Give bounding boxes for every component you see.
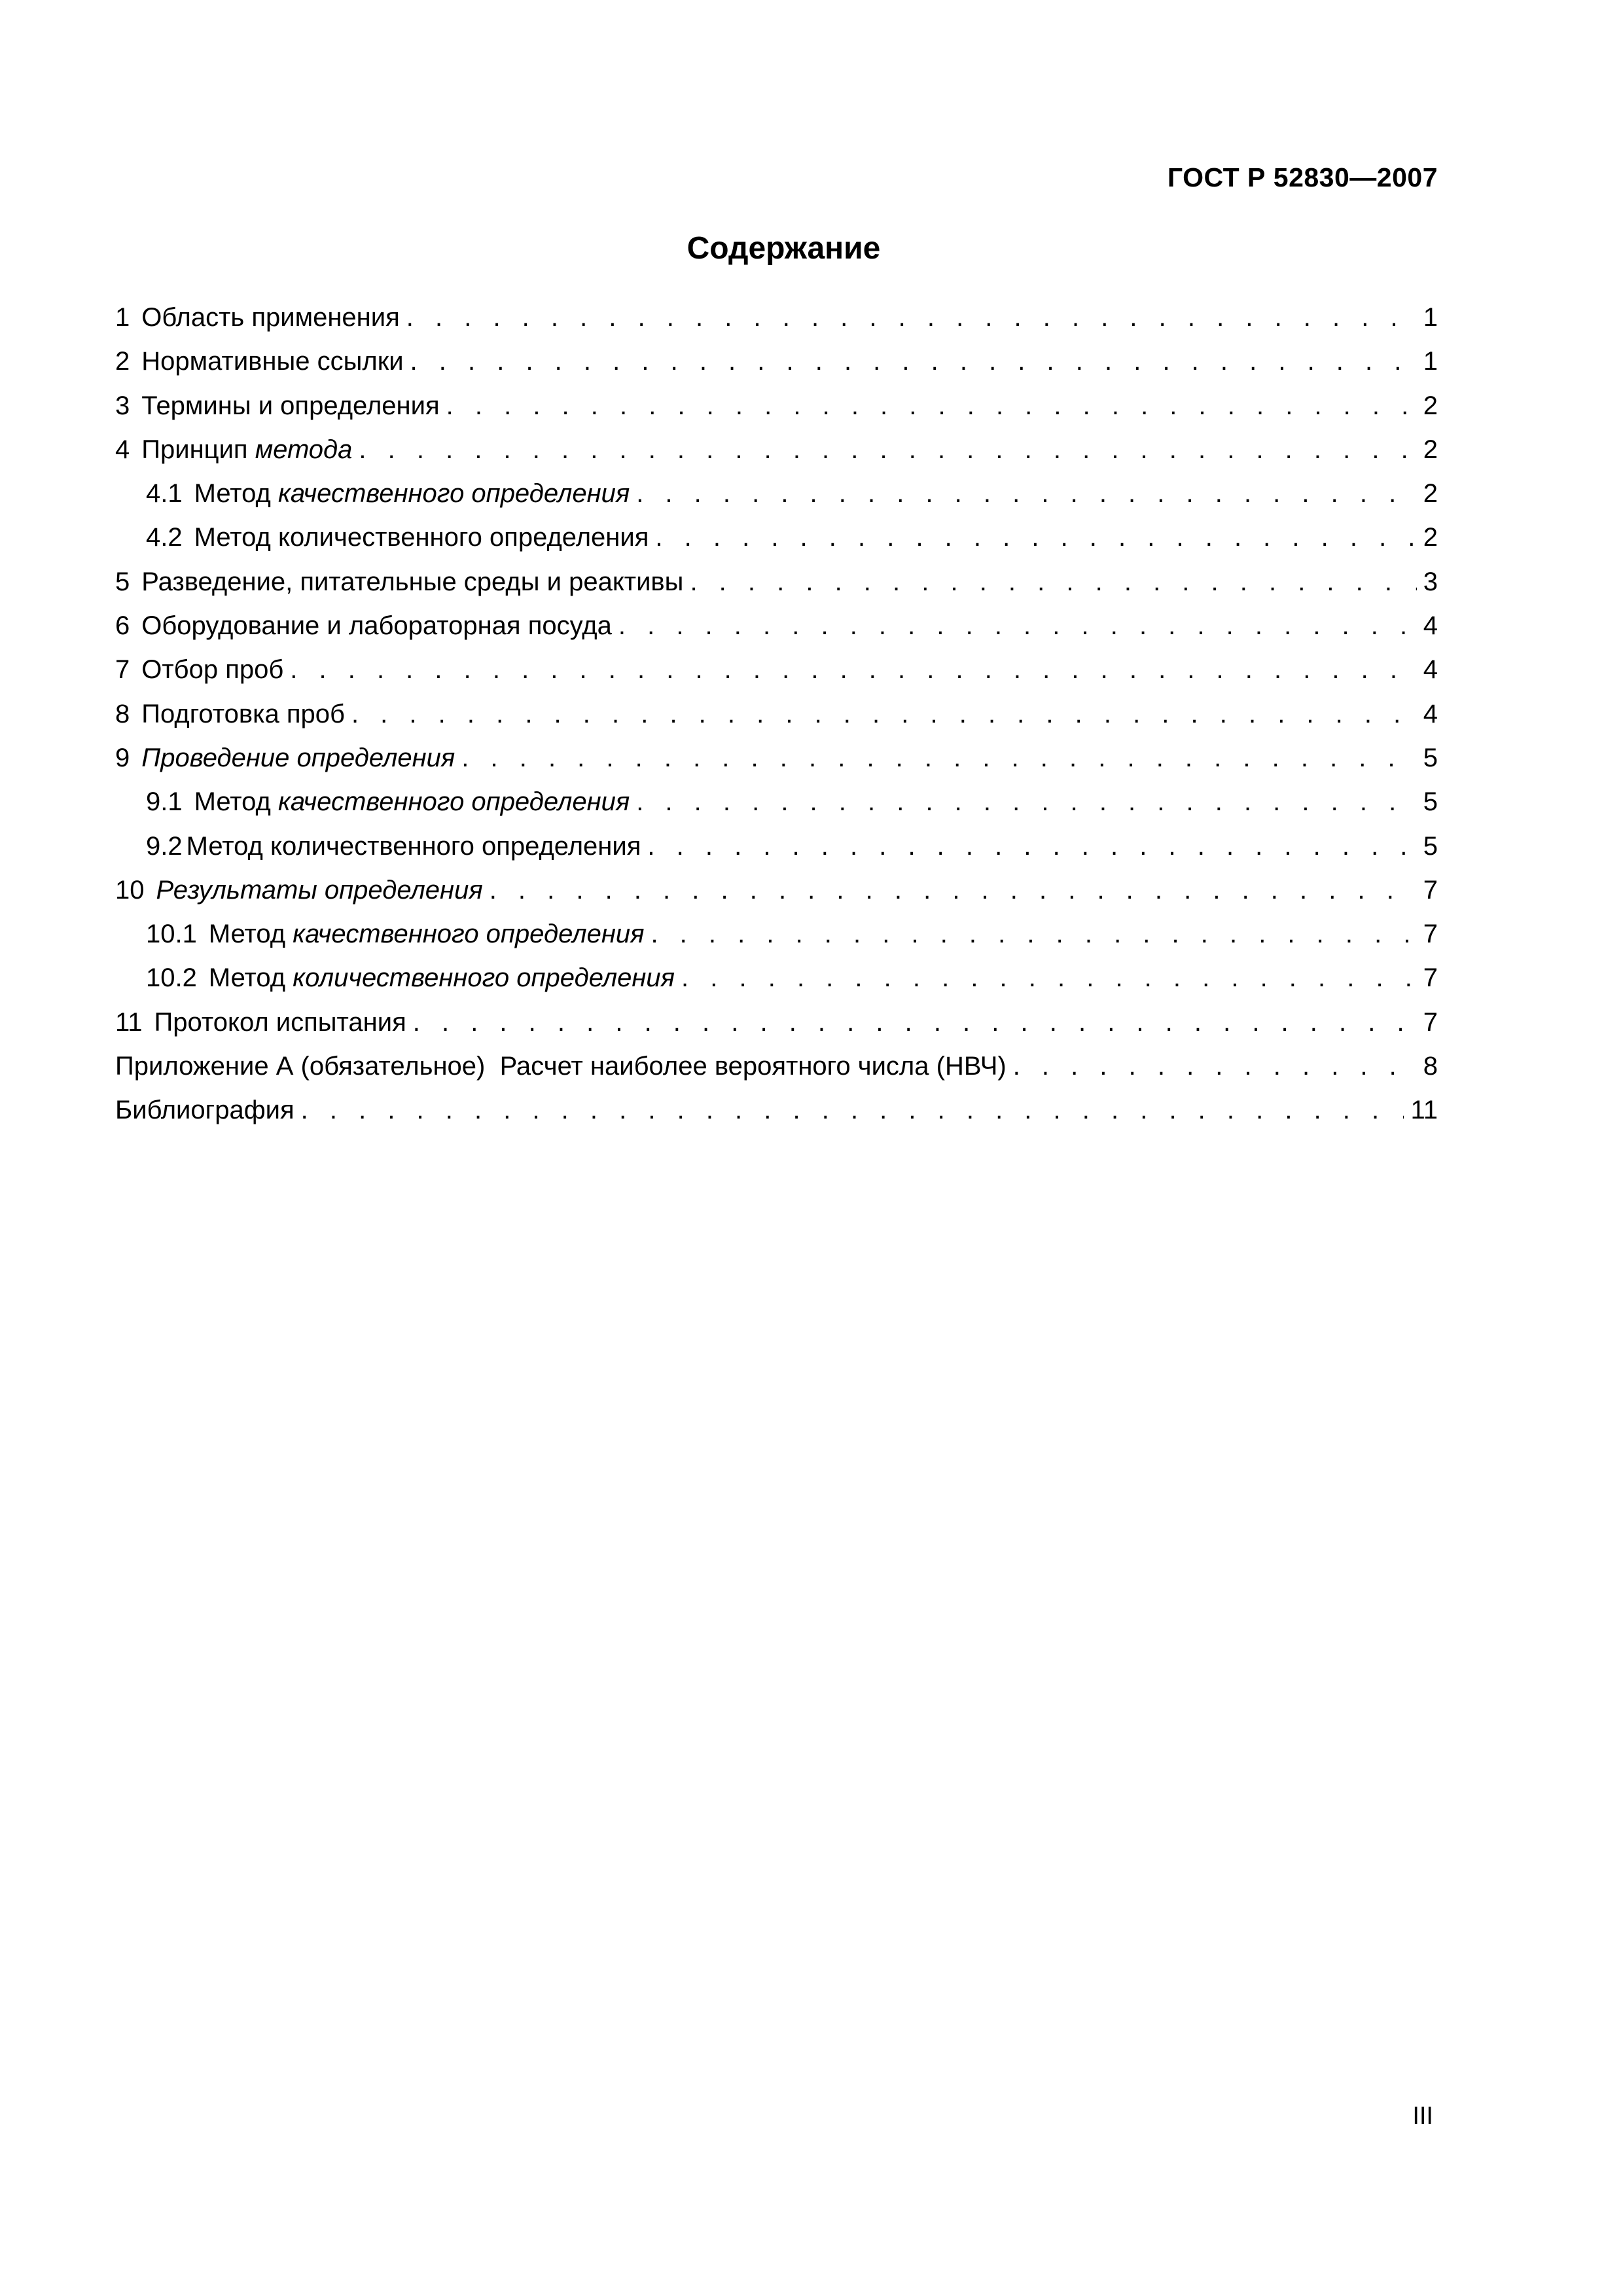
toc-entry-label-part: Метод количественного определения [194, 523, 649, 552]
toc-entry-label [141, 303, 400, 332]
toc-entry-label-part: Оборудование и лабораторная посуда [141, 611, 612, 641]
standard-code: ГОСТ Р 52830—2007 [1167, 162, 1438, 192]
table-of-contents [115, 296, 1438, 1133]
toc-entry-label-part: Проведение определения [141, 743, 455, 772]
toc-dot-leader [446, 384, 1417, 428]
page-number: III [1412, 2102, 1433, 2130]
toc-entry-number: 4.2 [146, 523, 183, 552]
toc-entry-number: 10.2 [146, 963, 197, 993]
toc-entry-label [141, 567, 683, 596]
toc-entry-label-part: Принцип [141, 435, 255, 464]
toc-entry-page: 7 [1423, 1007, 1438, 1037]
toc-dot-leader [651, 912, 1416, 956]
toc-entry-label-part: качественного определения [278, 787, 630, 817]
toc-entry-page: 7 [1423, 963, 1438, 993]
toc-entry-label [156, 876, 483, 905]
toc-dot-leader [647, 825, 1416, 869]
toc-entry-label-part: Метод количественного определения [186, 831, 641, 861]
toc-entry-label [141, 611, 612, 640]
toc-entry-number: 11 [115, 1007, 143, 1037]
toc-entry[interactable] [115, 296, 1438, 340]
toc-entry-label [141, 744, 455, 772]
toc-entry-number: 4 [115, 435, 130, 464]
toc-entry-label-part: Нормативные ссылки [141, 347, 404, 376]
toc-entry-page: 7 [1423, 875, 1438, 905]
toc-entry-label-part: Метод [194, 787, 278, 817]
toc-entry-text [115, 428, 352, 472]
toc-entry-text [115, 604, 612, 648]
toc-entry[interactable] [115, 384, 1438, 428]
toc-dot-leader [406, 296, 1417, 340]
toc-dot-leader [1013, 1045, 1417, 1088]
toc-entry-label-part: качественного определения [278, 479, 630, 509]
toc-dot-leader [636, 780, 1417, 824]
toc-entry-text [115, 736, 455, 780]
toc-entry-label [141, 435, 352, 464]
toc-entry-number: 6 [115, 611, 130, 641]
toc-entry-page: 4 [1423, 699, 1438, 728]
toc-entry-text [115, 1045, 1007, 1088]
toc-entry-number: 10.1 [146, 920, 197, 949]
toc-entry-number: 3 [115, 391, 130, 420]
toc-entry-label [141, 700, 345, 728]
toc-entry-label-part: Приложение А (обязательное) Расчет наиболее вероятного числа (НВЧ) [115, 1052, 1007, 1081]
toc-dot-leader [290, 648, 1416, 692]
toc-entry-page: 1 [1423, 347, 1438, 376]
toc-entry-number: 4.1 [146, 479, 183, 509]
toc-entry[interactable] [115, 780, 1438, 824]
toc-entry-page: 2 [1423, 391, 1438, 420]
toc-entry[interactable] [115, 869, 1438, 912]
toc-entry-label-part: Подготовка проб [141, 699, 345, 728]
toc-entry-page: 1 [1423, 303, 1438, 332]
toc-entry[interactable] [115, 648, 1438, 692]
toc-entry-page: 2 [1423, 479, 1438, 509]
toc-dot-leader [490, 869, 1417, 912]
toc-entry-label [115, 1096, 294, 1124]
toc-entry-text [115, 1001, 406, 1045]
toc-dot-leader [690, 560, 1416, 604]
toc-entry[interactable] [115, 428, 1438, 472]
toc-dot-leader [681, 956, 1417, 1000]
toc-entry-text [115, 648, 283, 692]
toc-dot-leader [359, 428, 1416, 472]
toc-entry-page: 11 [1410, 1096, 1438, 1125]
toc-entry-number: 2 [115, 347, 130, 376]
toc-entry-label-part: количественного определения [293, 963, 675, 993]
toc-entry-page: 3 [1423, 567, 1438, 596]
toc-entry-number: 9.2 [146, 831, 183, 861]
toc-entry-text [115, 296, 400, 340]
toc-entry-label [154, 1008, 406, 1037]
toc-entry-label [187, 832, 641, 861]
toc-entry-number: 9.1 [146, 787, 183, 817]
toc-entry-label-part: Разведение, питательные среды и реактивы [141, 567, 684, 596]
toc-entry-page: 7 [1423, 920, 1438, 949]
toc-entry-text [146, 956, 675, 1000]
toc-dot-leader [636, 472, 1417, 516]
toc-entry[interactable] [115, 1045, 1438, 1088]
toc-entry-label-part: Протокол испытания [154, 1007, 406, 1037]
toc-entry-label [115, 1052, 1007, 1081]
toc-dot-leader [413, 1001, 1417, 1045]
toc-entry-label-part: Результаты определения [156, 875, 483, 905]
toc-entry-text [146, 912, 644, 956]
toc-entry-text [115, 340, 404, 384]
toc-entry-label [209, 920, 645, 948]
toc-title: Содержание [687, 231, 881, 266]
toc-entry[interactable] [115, 1001, 1438, 1045]
toc-entry-text [146, 780, 630, 824]
toc-entry[interactable] [115, 825, 1438, 869]
toc-entry-text [146, 472, 630, 516]
toc-entry[interactable] [115, 956, 1438, 1000]
toc-entry-label-part: качественного определения [293, 920, 645, 949]
toc-entry[interactable] [115, 472, 1438, 516]
toc-entry-number: 1 [115, 303, 130, 332]
toc-entry[interactable] [115, 340, 1438, 384]
toc-entry-text [146, 825, 641, 869]
toc-entry-label [194, 479, 630, 508]
toc-entry-label [194, 787, 630, 816]
toc-entry-label-part: метода [255, 435, 353, 464]
toc-dot-leader [618, 604, 1417, 648]
toc-entry-page: 5 [1423, 743, 1438, 772]
toc-entry-number: 7 [115, 655, 130, 685]
toc-entry-page: 2 [1423, 435, 1438, 464]
toc-entry-number: 8 [115, 699, 130, 728]
toc-entry[interactable] [115, 516, 1438, 560]
toc-entry-page: 5 [1423, 831, 1438, 861]
toc-entry-text [115, 692, 345, 736]
toc-entry-label-part: Метод [194, 479, 278, 509]
toc-dot-leader [410, 340, 1417, 384]
toc-entry-page: 2 [1423, 523, 1438, 552]
toc-entry[interactable] [115, 912, 1438, 956]
toc-entry-label [141, 655, 283, 684]
toc-entry-page: 8 [1423, 1052, 1438, 1081]
toc-dot-leader [655, 516, 1416, 560]
toc-dot-leader [351, 692, 1417, 736]
toc-entry-label-part: Библиография [115, 1096, 294, 1125]
toc-entry-number: 5 [115, 567, 130, 596]
toc-entry-label [141, 391, 439, 420]
toc-entry-label [209, 963, 675, 992]
toc-entry-label-part: Метод [208, 920, 293, 949]
toc-dot-leader [461, 736, 1416, 780]
toc-dot-leader [301, 1088, 1404, 1132]
toc-entry[interactable] [115, 604, 1438, 648]
toc-entry-text [115, 560, 683, 604]
toc-entry-label [194, 523, 649, 552]
toc-entry-text [115, 869, 483, 912]
toc-entry[interactable] [115, 1088, 1438, 1132]
toc-entry-text [115, 1088, 294, 1132]
toc-entry-label-part: Термины и определения [141, 391, 440, 420]
toc-entry-number: 10 [115, 875, 145, 905]
toc-entry-page: 4 [1423, 611, 1438, 641]
toc-entry[interactable] [115, 560, 1438, 604]
toc-entry-text [146, 516, 649, 560]
toc-entry-label-part: Отбор проб [141, 655, 284, 685]
toc-entry-label-part: Метод [208, 963, 293, 993]
toc-entry-number: 9 [115, 743, 130, 772]
toc-entry-label [141, 347, 403, 376]
toc-entry[interactable] [115, 692, 1438, 736]
toc-entry-page: 4 [1423, 655, 1438, 685]
toc-entry-text [115, 384, 440, 428]
toc-entry[interactable] [115, 736, 1438, 780]
toc-entry-page: 5 [1423, 787, 1438, 817]
toc-entry-label-part: Область применения [141, 303, 400, 332]
